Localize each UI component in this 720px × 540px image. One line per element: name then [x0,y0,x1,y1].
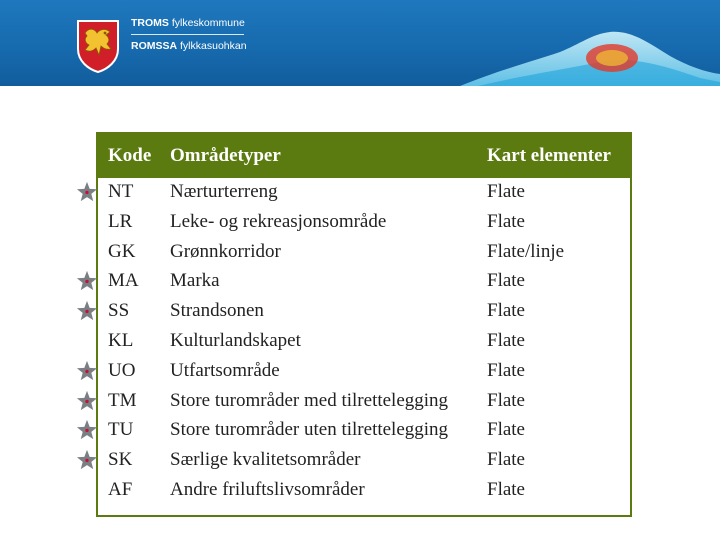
brand-divider [131,34,244,35]
brand-line-romssa: ROMSSA fylkkasuohkan [131,40,247,52]
row-map-element: Flate/linje [487,240,565,262]
header-kode: Kode [108,145,152,166]
row-map-element: Flate [487,270,525,292]
row-map-element: Flate [487,359,525,381]
row-area-type: Andre friluftslivsområder [170,478,365,500]
table-row [98,178,630,208]
row-code: GK [108,240,136,262]
row-area-type: Kulturlandskapet [170,329,301,351]
row-area-type: Grønnkorridor [170,240,281,262]
table-row [98,446,630,476]
brand-line-troms: TROMS fylkeskommune [131,17,245,29]
table-body [98,178,630,506]
row-map-element: Flate [487,478,525,500]
row-code: MA [108,270,139,292]
star-marker-icon [76,390,98,412]
row-map-element: Flate [487,449,525,471]
header-omradetyper: Områdetyper [170,145,281,166]
row-code: NT [108,181,134,202]
star-marker-icon [76,181,98,203]
row-area-type: Store turområder uten tilrettelegging [170,419,449,441]
row-code: TU [108,419,134,441]
row-area-type: Strandsonen [170,300,264,322]
row-code: AF [108,478,133,500]
table-row [98,416,630,446]
header-kart-elementer: Kart elementer [487,145,611,166]
row-area-type: Utfartsområde [170,359,280,381]
row-code: UO [108,359,136,381]
star-marker-icon [76,419,98,441]
star-marker-icon [76,360,98,382]
star-marker-icon [76,270,98,292]
brand-text [131,17,247,53]
table-row [98,357,630,387]
table-row [98,387,630,417]
row-code: KL [108,329,134,351]
row-area-type: Marka [170,270,220,292]
row-area-type: Særlige kvalitetsområder [170,449,361,471]
table-header [98,134,630,178]
row-code: SS [108,300,130,322]
row-area-type: Store turområder med tilrettelegging [170,389,449,411]
row-area-type: Leke- og rekreasjonsområde [170,210,387,232]
row-map-element: Flate [487,389,525,411]
table-row [98,476,630,506]
star-marker-icon [76,300,98,322]
row-map-element: Flate [487,419,525,441]
row-code: LR [108,210,133,232]
row-area-type: Nærturterreng [170,181,278,202]
table-row [98,238,630,268]
row-map-element: Flate [487,210,525,232]
table-row [98,297,630,327]
row-map-element: Flate [487,329,525,351]
row-map-element: Flate [487,181,525,202]
table-row [98,208,630,238]
row-map-element: Flate [487,300,525,322]
coat-of-arms-icon [75,19,121,73]
star-marker-icon [76,449,98,471]
table-row [98,267,630,297]
row-code: TM [108,389,137,411]
header-banner [0,0,720,86]
table-row [98,327,630,357]
row-code: SK [108,449,133,471]
mountain-logo-graphic [460,0,720,86]
area-types-table [96,132,632,517]
